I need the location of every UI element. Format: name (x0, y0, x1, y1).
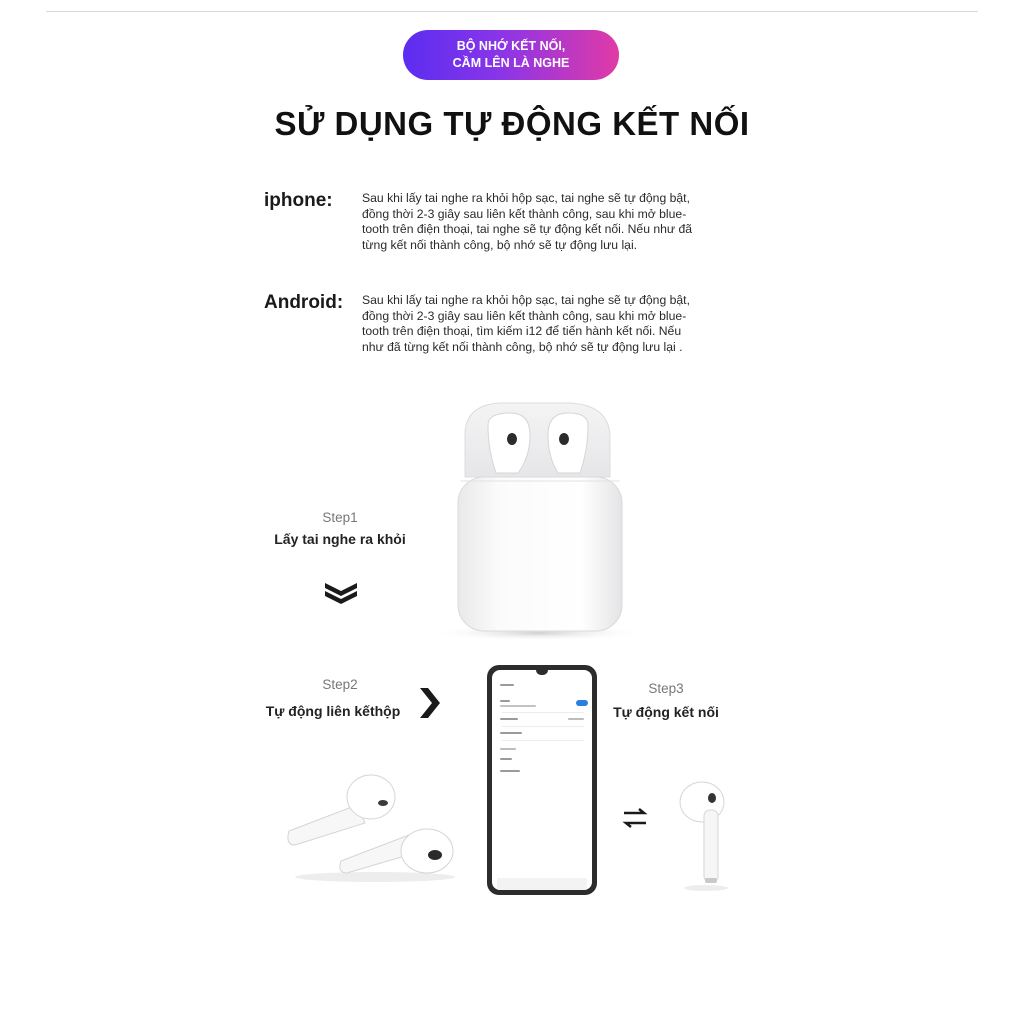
android-line-3: tooth trên điện thoại, tìm kiếm i12 để tiến hành kết nối. Nếu (362, 324, 682, 338)
swap-arrows-icon (620, 806, 650, 830)
iphone-line-1: Sau khi lấy tai nghe ra khỏi hộp sạc, tai nghe sẽ tự động bật, (362, 191, 690, 205)
loose-earbuds-image (275, 765, 465, 885)
step1-title: Lấy tai nghe ra khỏi (274, 531, 406, 547)
step2-title: Tự động liên kếthộp (265, 703, 401, 719)
iphone-instructions (362, 191, 782, 253)
badge-line-1: BỘ NHỚ KẾT NỐI, (456, 39, 566, 53)
memory-badge (403, 30, 619, 80)
double-chevron-right-icon (418, 686, 444, 720)
phone-image (487, 665, 597, 895)
iphone-line-2: đồng thời 2-3 giây sau liên kết thành công, sau khi mở blue- (362, 206, 687, 221)
double-chevron-down-icon (322, 580, 360, 606)
step3-number: Step3 (648, 681, 684, 696)
step1-number: Step1 (322, 510, 358, 525)
iphone-line-3: tooth trên điện thoại, tai nghe sẽ tự động kết nối. Nếu như đã (362, 222, 693, 236)
step2-number: Step2 (322, 677, 358, 692)
phone-screen (492, 670, 592, 890)
top-divider (46, 11, 978, 12)
android-label: Android: (264, 292, 344, 313)
android-instructions (362, 293, 782, 355)
iphone-label: iphone: (264, 190, 333, 211)
phone-bottom-bar (497, 878, 587, 890)
badge-line-2: CẦM LÊN LÀ NGHE (452, 56, 570, 70)
iphone-line-4: từng kết nối thành công, bộ nhớ sẽ tự động lưu lại. (362, 237, 638, 252)
android-line-4: như đã từng kết nối thành công, bộ nhớ sẽ tự động lưu lại . (362, 339, 683, 354)
android-line-2: đồng thời 2-3 giây sau liên kết thành công, sau khi mở blue- (362, 308, 687, 323)
charging-case-image (430, 395, 640, 645)
step3-title: Tự động kết nối (613, 704, 719, 720)
android-line-1: Sau khi lấy tai nghe ra khỏi hộp sạc, tai nghe sẽ tự động bật, (362, 293, 690, 307)
single-earbud-image (676, 780, 732, 892)
page-title: SỬ DỤNG TỰ ĐỘNG KẾT NỐI (274, 105, 750, 142)
phone-notch (536, 670, 548, 675)
